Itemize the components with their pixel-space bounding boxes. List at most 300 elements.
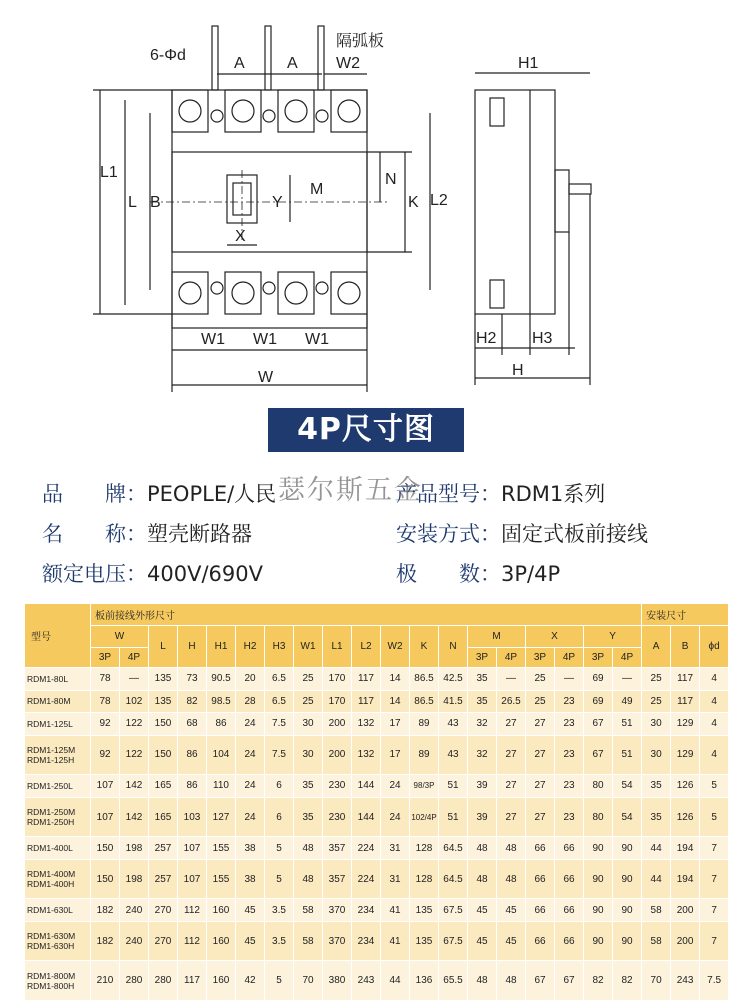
value-cell: 92 xyxy=(91,735,120,775)
label-B: B xyxy=(150,194,161,211)
value-cell: 30 xyxy=(642,735,671,775)
value-cell: 82 xyxy=(613,961,642,1001)
value-cell: 210 xyxy=(91,961,120,1001)
value-cell: 45 xyxy=(497,899,526,922)
col-header: L xyxy=(149,626,178,668)
value-cell: 27 xyxy=(497,775,526,798)
value-cell: 160 xyxy=(207,899,236,922)
value-cell: 144 xyxy=(352,797,381,837)
value-cell: — xyxy=(497,668,526,691)
table-row xyxy=(25,690,729,713)
value-cell: 78 xyxy=(91,690,120,713)
info-install xyxy=(396,518,648,548)
value-cell: 165 xyxy=(149,775,178,798)
value-cell: 80 xyxy=(584,775,613,798)
value-cell: 200 xyxy=(671,899,700,922)
value-cell: 48 xyxy=(468,859,497,899)
info-value: 塑壳断路器 xyxy=(147,522,252,546)
value-cell: 5 xyxy=(265,837,294,860)
col-header: H xyxy=(178,626,207,668)
value-cell: 198 xyxy=(120,837,149,860)
value-cell: 4 xyxy=(700,713,729,736)
label-K: K xyxy=(408,194,419,211)
value-cell: 117 xyxy=(178,961,207,1001)
value-cell: 89 xyxy=(410,735,439,775)
value-cell: 35 xyxy=(468,668,497,691)
value-cell: 45 xyxy=(236,899,265,922)
value-cell: 67.5 xyxy=(439,921,468,961)
info-label: 品 牌： xyxy=(42,482,147,506)
value-cell: 150 xyxy=(91,837,120,860)
breaker-side-body xyxy=(475,90,555,314)
model-cell: RDM1-400M RDM1-400H xyxy=(25,859,91,899)
value-cell: 58 xyxy=(294,921,323,961)
value-cell: 90.5 xyxy=(207,668,236,691)
value-cell: 280 xyxy=(120,961,149,1001)
col-header: L1 xyxy=(323,626,352,668)
label-L2: L2 xyxy=(430,192,448,209)
sub-header: 4P xyxy=(613,648,642,668)
install-group-header: 安装尺寸 xyxy=(642,604,729,626)
value-cell: 230 xyxy=(323,797,352,837)
value-cell: 155 xyxy=(207,837,236,860)
table-row xyxy=(25,668,729,691)
value-cell: 107 xyxy=(91,775,120,798)
value-cell: 86.5 xyxy=(410,668,439,691)
value-cell: 280 xyxy=(149,961,178,1001)
col-header: W2 xyxy=(381,626,410,668)
value-cell: 92 xyxy=(91,713,120,736)
value-cell: 17 xyxy=(381,735,410,775)
value-cell: 98/3P xyxy=(410,775,439,798)
value-cell: 257 xyxy=(149,859,178,899)
value-cell: 182 xyxy=(91,899,120,922)
value-cell: 70 xyxy=(642,961,671,1001)
col-header: H3 xyxy=(265,626,294,668)
value-cell: 58 xyxy=(642,899,671,922)
value-cell: 98.5 xyxy=(207,690,236,713)
value-cell: 270 xyxy=(149,899,178,922)
value-cell: 142 xyxy=(120,797,149,837)
terminal-bottom-1 xyxy=(172,272,208,314)
value-cell: 30 xyxy=(294,713,323,736)
value-cell: 23 xyxy=(555,713,584,736)
value-cell: 117 xyxy=(352,668,381,691)
value-cell: 14 xyxy=(381,690,410,713)
value-cell: 80 xyxy=(584,797,613,837)
value-cell: 224 xyxy=(352,859,381,899)
value-cell: 66 xyxy=(526,899,555,922)
value-cell: 104 xyxy=(207,735,236,775)
value-cell: 102 xyxy=(120,690,149,713)
col-header: W xyxy=(91,626,149,648)
value-cell: 42 xyxy=(236,961,265,1001)
value-cell: 41 xyxy=(381,921,410,961)
terminal-bottom-4 xyxy=(331,272,367,314)
value-cell: 107 xyxy=(178,859,207,899)
value-cell: 129 xyxy=(671,713,700,736)
value-cell: 66 xyxy=(526,921,555,961)
value-cell: 128 xyxy=(410,859,439,899)
sub-header: 3P xyxy=(526,648,555,668)
value-cell: 110 xyxy=(207,775,236,798)
value-cell: 27 xyxy=(497,735,526,775)
label-N: N xyxy=(385,171,397,188)
info-model xyxy=(396,478,605,508)
value-cell: 70 xyxy=(294,961,323,1001)
terminal-top-1 xyxy=(172,90,208,132)
label-Y: Y xyxy=(272,194,283,211)
value-cell: 31 xyxy=(381,837,410,860)
label-H1: H1 xyxy=(518,55,539,72)
value-cell: 73 xyxy=(178,668,207,691)
value-cell: 86 xyxy=(207,713,236,736)
col-header: W1 xyxy=(294,626,323,668)
value-cell: 136 xyxy=(410,961,439,1001)
value-cell: 128 xyxy=(410,837,439,860)
terminal-top-4 xyxy=(331,90,367,132)
value-cell: 66 xyxy=(526,837,555,860)
value-cell: 25 xyxy=(294,690,323,713)
table-row xyxy=(25,837,729,860)
value-cell: 4 xyxy=(700,668,729,691)
value-cell: 5 xyxy=(265,859,294,899)
value-cell: 24 xyxy=(236,713,265,736)
label-barrier: 隔弧板 xyxy=(336,33,385,50)
value-cell: 6.5 xyxy=(265,690,294,713)
value-cell: 90 xyxy=(613,859,642,899)
table-row xyxy=(25,961,729,1001)
model-header: 型号 xyxy=(25,604,91,668)
value-cell: 257 xyxy=(149,837,178,860)
value-cell: 48 xyxy=(497,859,526,899)
value-cell: 117 xyxy=(671,690,700,713)
label-W2: W2 xyxy=(336,55,360,72)
value-cell: 24 xyxy=(236,735,265,775)
value-cell: 357 xyxy=(323,837,352,860)
value-cell: 243 xyxy=(352,961,381,1001)
model-cell: RDM1-250M RDM1-250H xyxy=(25,797,91,837)
value-cell: 64.5 xyxy=(439,859,468,899)
value-cell: 64.5 xyxy=(439,837,468,860)
info-value: RDM1系列 xyxy=(501,482,606,506)
label-W1b: W1 xyxy=(253,331,277,348)
value-cell: 7.5 xyxy=(700,961,729,1001)
label-W: W xyxy=(258,369,274,386)
value-cell: 58 xyxy=(642,921,671,961)
value-cell: 67 xyxy=(555,961,584,1001)
value-cell: 370 xyxy=(323,921,352,961)
value-cell: 112 xyxy=(178,899,207,922)
col-header: K xyxy=(410,626,439,668)
value-cell: 39 xyxy=(468,775,497,798)
info-value: 400V/690V xyxy=(147,562,263,586)
value-cell: 135 xyxy=(410,921,439,961)
value-cell: 43 xyxy=(439,713,468,736)
value-cell: 38 xyxy=(236,837,265,860)
col-header: N xyxy=(439,626,468,668)
info-label: 名 称： xyxy=(42,522,147,546)
value-cell: 66 xyxy=(555,899,584,922)
model-cell: RDM1-630M RDM1-630H xyxy=(25,921,91,961)
value-cell: 51 xyxy=(613,735,642,775)
dimension-drawing xyxy=(0,0,750,400)
value-cell: 170 xyxy=(323,690,352,713)
terminal-top-3 xyxy=(278,90,314,132)
value-cell: 14 xyxy=(381,668,410,691)
value-cell: 67 xyxy=(526,961,555,1001)
value-cell: 234 xyxy=(352,899,381,922)
label-L: L xyxy=(128,194,137,211)
value-cell: 132 xyxy=(352,713,381,736)
value-cell: 44 xyxy=(642,837,671,860)
value-cell: 23 xyxy=(555,775,584,798)
col-header: Y xyxy=(584,626,642,648)
value-cell: 132 xyxy=(352,735,381,775)
value-cell: 49 xyxy=(613,690,642,713)
value-cell: 165 xyxy=(149,797,178,837)
value-cell: 234 xyxy=(352,921,381,961)
value-cell: 7.5 xyxy=(265,735,294,775)
sub-header: 4P xyxy=(120,648,149,668)
value-cell: 25 xyxy=(526,668,555,691)
value-cell: 82 xyxy=(178,690,207,713)
spec-table xyxy=(24,603,729,1001)
value-cell: 32 xyxy=(468,735,497,775)
value-cell: 357 xyxy=(323,859,352,899)
sub-header: 4P xyxy=(555,648,584,668)
value-cell: 5 xyxy=(700,797,729,837)
value-cell: 41 xyxy=(381,899,410,922)
value-cell: 3.5 xyxy=(265,899,294,922)
value-cell: 51 xyxy=(439,775,468,798)
value-cell: 17 xyxy=(381,713,410,736)
sub-header: 3P xyxy=(91,648,120,668)
value-cell: 170 xyxy=(323,668,352,691)
info-voltage xyxy=(42,558,263,588)
value-cell: 25 xyxy=(642,690,671,713)
value-cell: 23 xyxy=(555,690,584,713)
value-cell: 86 xyxy=(178,775,207,798)
value-cell: 66 xyxy=(555,859,584,899)
value-cell: 380 xyxy=(323,961,352,1001)
model-cell: RDM1-630L xyxy=(25,899,91,922)
value-cell: 90 xyxy=(584,921,613,961)
value-cell: 155 xyxy=(207,859,236,899)
col-header: B xyxy=(671,626,700,668)
value-cell: 67 xyxy=(584,735,613,775)
value-cell: 27 xyxy=(497,713,526,736)
model-cell: RDM1-125M RDM1-125H xyxy=(25,735,91,775)
table-row xyxy=(25,775,729,798)
model-cell: RDM1-80M xyxy=(25,690,91,713)
col-header: L2 xyxy=(352,626,381,668)
table-row xyxy=(25,713,729,736)
value-cell: 54 xyxy=(613,797,642,837)
value-cell: 200 xyxy=(671,921,700,961)
value-cell: 127 xyxy=(207,797,236,837)
label-A2: A xyxy=(287,55,298,72)
label-A1: A xyxy=(234,55,245,72)
value-cell: 30 xyxy=(294,735,323,775)
value-cell: 198 xyxy=(120,859,149,899)
value-cell: 43 xyxy=(439,735,468,775)
value-cell: 35 xyxy=(642,775,671,798)
value-cell: 54 xyxy=(613,775,642,798)
value-cell: 23 xyxy=(555,797,584,837)
value-cell: 66 xyxy=(526,859,555,899)
sub-header: 3P xyxy=(584,648,613,668)
value-cell: 107 xyxy=(178,837,207,860)
info-label: 安装方式： xyxy=(396,522,501,546)
value-cell: 41.5 xyxy=(439,690,468,713)
value-cell: 69 xyxy=(584,690,613,713)
model-cell: RDM1-250L xyxy=(25,775,91,798)
label-H3: H3 xyxy=(532,330,553,347)
model-cell: RDM1-400L xyxy=(25,837,91,860)
col-header: A xyxy=(642,626,671,668)
value-cell: 24 xyxy=(236,775,265,798)
value-cell: 5 xyxy=(265,961,294,1001)
value-cell: 86 xyxy=(178,735,207,775)
value-cell: 45 xyxy=(497,921,526,961)
value-cell: 25 xyxy=(526,690,555,713)
value-cell: 82 xyxy=(584,961,613,1001)
value-cell: 48 xyxy=(468,961,497,1001)
value-cell: 48 xyxy=(497,837,526,860)
value-cell: 90 xyxy=(584,837,613,860)
value-cell: 67.5 xyxy=(439,899,468,922)
value-cell: 5 xyxy=(700,775,729,798)
value-cell: 48 xyxy=(294,859,323,899)
value-cell: 150 xyxy=(149,735,178,775)
value-cell: 20 xyxy=(236,668,265,691)
value-cell: 44 xyxy=(381,961,410,1001)
label-W1c: W1 xyxy=(305,331,329,348)
info-name xyxy=(42,518,252,548)
value-cell: 3.5 xyxy=(265,921,294,961)
info-poles xyxy=(396,558,560,588)
value-cell: 6 xyxy=(265,775,294,798)
value-cell: 135 xyxy=(149,690,178,713)
value-cell: 103 xyxy=(178,797,207,837)
value-cell: 78 xyxy=(91,668,120,691)
sub-header: 3P xyxy=(468,648,497,668)
value-cell: 7.5 xyxy=(265,713,294,736)
info-label: 额定电压： xyxy=(42,562,147,586)
model-cell: RDM1-800M RDM1-800H xyxy=(25,961,91,1001)
terminal-bottom-3 xyxy=(278,272,314,314)
value-cell: 68 xyxy=(178,713,207,736)
value-cell: 44 xyxy=(642,859,671,899)
value-cell: — xyxy=(555,668,584,691)
value-cell: 48 xyxy=(294,837,323,860)
value-cell: 24 xyxy=(381,797,410,837)
value-cell: 24 xyxy=(236,797,265,837)
value-cell: 48 xyxy=(468,837,497,860)
value-cell: 122 xyxy=(120,713,149,736)
label-H2: H2 xyxy=(476,330,497,347)
value-cell: 117 xyxy=(352,690,381,713)
terminal-top-2 xyxy=(225,90,261,132)
value-cell: 58 xyxy=(294,899,323,922)
value-cell: 126 xyxy=(671,775,700,798)
model-cell: RDM1-125L xyxy=(25,713,91,736)
value-cell: 7 xyxy=(700,921,729,961)
value-cell: 7 xyxy=(700,837,729,860)
value-cell: 126 xyxy=(671,797,700,837)
value-cell: 24 xyxy=(381,775,410,798)
col-header: M xyxy=(468,626,526,648)
value-cell: 90 xyxy=(613,899,642,922)
table-row xyxy=(25,899,729,922)
value-cell: 200 xyxy=(323,735,352,775)
value-cell: 51 xyxy=(613,713,642,736)
value-cell: 35 xyxy=(468,690,497,713)
value-cell: 135 xyxy=(149,668,178,691)
value-cell: 122 xyxy=(120,735,149,775)
page-title: 4P尺寸图 xyxy=(268,408,464,452)
value-cell: 45 xyxy=(468,899,497,922)
value-cell: 31 xyxy=(381,859,410,899)
value-cell: 182 xyxy=(91,921,120,961)
value-cell: 370 xyxy=(323,899,352,922)
label-H: H xyxy=(512,362,524,379)
info-label: 极 数： xyxy=(396,562,501,586)
value-cell: 27 xyxy=(526,713,555,736)
value-cell: 117 xyxy=(671,668,700,691)
value-cell: 135 xyxy=(410,899,439,922)
info-value: 固定式板前接线 xyxy=(501,522,648,546)
col-header: ϕd xyxy=(700,626,729,668)
value-cell: 7 xyxy=(700,859,729,899)
value-cell: 32 xyxy=(468,713,497,736)
info-label: 产品型号： xyxy=(396,482,501,506)
value-cell: 150 xyxy=(91,859,120,899)
value-cell: 90 xyxy=(584,899,613,922)
value-cell: 194 xyxy=(671,859,700,899)
col-header: H1 xyxy=(207,626,236,668)
value-cell: — xyxy=(120,668,149,691)
value-cell: 27 xyxy=(497,797,526,837)
value-cell: 48 xyxy=(497,961,526,1001)
terminal-bottom-2 xyxy=(225,272,261,314)
label-L1: L1 xyxy=(100,164,118,181)
value-cell: 27 xyxy=(526,735,555,775)
col-header: X xyxy=(526,626,584,648)
value-cell: 66 xyxy=(555,921,584,961)
value-cell: 89 xyxy=(410,713,439,736)
value-cell: 28 xyxy=(236,690,265,713)
value-cell: 26.5 xyxy=(497,690,526,713)
value-cell: 150 xyxy=(149,713,178,736)
table-row xyxy=(25,859,729,899)
value-cell: 6 xyxy=(265,797,294,837)
value-cell: 160 xyxy=(207,921,236,961)
table-row xyxy=(25,921,729,961)
label-W1a: W1 xyxy=(201,331,225,348)
table-row xyxy=(25,797,729,837)
value-cell: 35 xyxy=(642,797,671,837)
label-M: M xyxy=(310,181,324,198)
value-cell: 27 xyxy=(526,775,555,798)
table-row xyxy=(25,735,729,775)
value-cell: 67 xyxy=(584,713,613,736)
info-value: 3P/4P xyxy=(501,562,561,586)
value-cell: 45 xyxy=(236,921,265,961)
value-cell: 6.5 xyxy=(265,668,294,691)
value-cell: 69 xyxy=(584,668,613,691)
